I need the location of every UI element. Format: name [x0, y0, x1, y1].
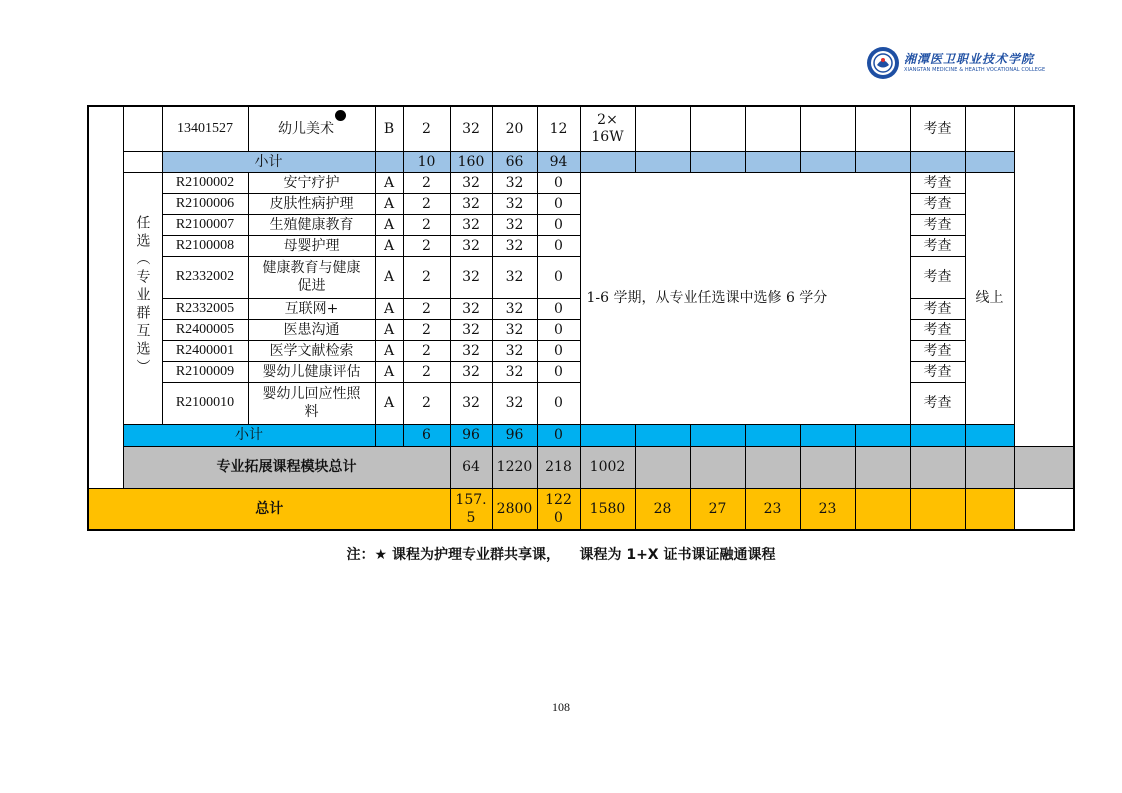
- course-hours: 32: [450, 382, 492, 424]
- course-code: R2100008: [162, 235, 248, 256]
- course-credit: 2: [403, 193, 450, 214]
- elective-group-text: 任选（专业群互选）: [134, 214, 151, 377]
- course-credit: 2: [403, 172, 450, 193]
- assessment-cell: 考查: [910, 361, 965, 382]
- grand-total-sem3: 23: [745, 488, 800, 530]
- course-practice: 0: [537, 235, 580, 256]
- semester-1-cell: 2× 16W: [580, 106, 635, 151]
- course-name: 健康教育与健康促进: [248, 256, 375, 298]
- course-name: 互联网+: [248, 298, 375, 319]
- module-total-credit: 64: [450, 446, 492, 488]
- assessment-cell: 考查: [910, 256, 965, 298]
- subtotal-remark: [965, 151, 1014, 172]
- subtotal-hours: 96: [450, 424, 492, 446]
- course-theory: 32: [492, 319, 537, 340]
- course-type: A: [375, 361, 403, 382]
- course-practice: 0: [537, 172, 580, 193]
- course-type: A: [375, 340, 403, 361]
- subtotal-remark: [965, 424, 1014, 446]
- course-code: R2100007: [162, 214, 248, 235]
- subtotal-row: [88, 151, 1074, 172]
- grand-total-practice: 1580: [580, 488, 635, 530]
- elective-remark: 线上: [965, 172, 1014, 424]
- course-type: B: [375, 106, 403, 151]
- module-total-theory: 218: [537, 446, 580, 488]
- subtotal-theory: 96: [492, 424, 537, 446]
- course-hours: 32: [450, 256, 492, 298]
- course-theory: 32: [492, 382, 537, 424]
- college-seal-icon: [866, 46, 900, 80]
- module-total-practice: 1002: [580, 446, 635, 488]
- course-credit: 2: [403, 340, 450, 361]
- college-name-cn: 湘潭医卫职业技术学院: [904, 52, 1035, 66]
- subtotal-practice: 0: [537, 424, 580, 446]
- course-theory: 32: [492, 193, 537, 214]
- course-practice: 12: [537, 106, 580, 151]
- course-row: [88, 106, 1074, 151]
- module-total-sem3: [745, 446, 800, 488]
- course-hours: 32: [450, 361, 492, 382]
- course-code: R2100010: [162, 382, 248, 424]
- subtotal-sem6: [855, 424, 910, 446]
- course-theory: 32: [492, 361, 537, 382]
- subtotal-sem4: [745, 151, 800, 172]
- course-practice: 0: [537, 256, 580, 298]
- subtotal-blank: [123, 151, 162, 172]
- course-code: R2100009: [162, 361, 248, 382]
- remark-cell: [965, 106, 1014, 151]
- module-total-hours: 1220: [492, 446, 537, 488]
- course-practice: 0: [537, 319, 580, 340]
- course-credit: 2: [403, 106, 450, 151]
- course-theory: 32: [492, 340, 537, 361]
- subtotal-credit: 10: [403, 151, 450, 172]
- subtotal-sem4: [745, 424, 800, 446]
- subtotal-sem5: [800, 151, 855, 172]
- subtotal-theory: 66: [492, 151, 537, 172]
- course-credit: 2: [403, 382, 450, 424]
- course-code: R2400001: [162, 340, 248, 361]
- assessment-cell: 考查: [910, 235, 965, 256]
- category-cell: [88, 106, 123, 488]
- grand-total-theory: 1220: [537, 488, 580, 530]
- module-total-sem2: [690, 446, 745, 488]
- course-hours: 32: [450, 319, 492, 340]
- course-theory: 32: [492, 235, 537, 256]
- course-theory: 32: [492, 214, 537, 235]
- semester-5-cell: [800, 106, 855, 151]
- semester-2-cell: [635, 106, 690, 151]
- module-total-sem1: [635, 446, 690, 488]
- course-name: 生殖健康教育: [248, 214, 375, 235]
- assessment-cell: 考查: [910, 340, 965, 361]
- semester-6-cell: [855, 106, 910, 151]
- course-name-text: 幼儿美术: [278, 120, 334, 137]
- course-type: A: [375, 319, 403, 340]
- course-name: 婴幼儿回应性照料: [248, 382, 375, 424]
- grand-total-label: 总计: [88, 488, 450, 530]
- course-code: R2400005: [162, 319, 248, 340]
- course-name: 婴幼儿健康评估: [248, 361, 375, 382]
- course-type: A: [375, 235, 403, 256]
- grand-total-sem2: 27: [690, 488, 745, 530]
- grand-total-assess: [965, 488, 1014, 530]
- module-total-sem4: [800, 446, 855, 488]
- assessment-cell: 考查: [910, 298, 965, 319]
- subtotal-sem3: [690, 151, 745, 172]
- assessment-cell: 考查: [910, 193, 965, 214]
- semester-3-cell: [690, 106, 745, 151]
- course-practice: 0: [537, 361, 580, 382]
- subtotal-credit: 6: [403, 424, 450, 446]
- elective-note: 1-6 学期，从专业任选课中选修 6 学分: [580, 172, 910, 424]
- course-code: R2100002: [162, 172, 248, 193]
- course-name: 母婴护理: [248, 235, 375, 256]
- course-hours: 32: [450, 235, 492, 256]
- subtotal-sem1: [580, 151, 635, 172]
- course-code: R2100006: [162, 193, 248, 214]
- subtotal-type: [375, 424, 403, 446]
- grand-total-row: [88, 488, 1074, 530]
- course-code: R2332002: [162, 256, 248, 298]
- course-theory: 32: [492, 172, 537, 193]
- subtotal-label: 小计: [123, 424, 375, 446]
- course-name: [248, 106, 375, 151]
- assessment-cell: 考查: [910, 214, 965, 235]
- course-credit: 2: [403, 214, 450, 235]
- grand-total-sem5: [855, 488, 910, 530]
- course-theory: 32: [492, 256, 537, 298]
- subtotal-assess: [910, 424, 965, 446]
- course-practice: 0: [537, 193, 580, 214]
- subtotal-practice: 94: [537, 151, 580, 172]
- grand-total-sem4: 23: [800, 488, 855, 530]
- assessment-cell: 考查: [910, 172, 965, 193]
- course-theory: 20: [492, 106, 537, 151]
- grand-total-sem1: 28: [635, 488, 690, 530]
- subtotal-row: [88, 424, 1074, 446]
- grand-total-credit: 157.5: [450, 488, 492, 530]
- module-total-remark: [1014, 446, 1074, 488]
- course-hours: 32: [450, 106, 492, 151]
- subtotal-sem2: [635, 151, 690, 172]
- module-total-assess: [965, 446, 1014, 488]
- course-type: A: [375, 298, 403, 319]
- course-type: A: [375, 172, 403, 193]
- course-hours: 32: [450, 340, 492, 361]
- grand-total-hours: 2800: [492, 488, 537, 530]
- subtotal-label: 小计: [162, 151, 375, 172]
- course-type: A: [375, 214, 403, 235]
- subtotal-sem5: [800, 424, 855, 446]
- subtotal-sem3: [690, 424, 745, 446]
- shared-course-dot-icon: [335, 110, 346, 121]
- course-name: 医学文献检索: [248, 340, 375, 361]
- course-credit: 2: [403, 319, 450, 340]
- subtotal-sem2: [635, 424, 690, 446]
- course-credit: 2: [403, 256, 450, 298]
- course-type: A: [375, 193, 403, 214]
- course-type: A: [375, 382, 403, 424]
- course-credit: 2: [403, 235, 450, 256]
- course-practice: 0: [537, 382, 580, 424]
- course-hours: 32: [450, 193, 492, 214]
- subtotal-sem1: [580, 424, 635, 446]
- elective-row: [88, 172, 1074, 193]
- module-total-sem5: [855, 446, 910, 488]
- course-practice: 0: [537, 214, 580, 235]
- module-total-row: [88, 446, 1074, 488]
- footnote: 注：★ 课程为护理专业群共享课， 课程为 1+X 证书课证融通课程: [346, 547, 776, 563]
- curriculum-table: [87, 105, 1075, 531]
- elective-group-label: [123, 172, 162, 424]
- course-theory: 32: [492, 298, 537, 319]
- subtotal-type: [375, 151, 403, 172]
- course-hours: 32: [450, 298, 492, 319]
- module-total-sem6: [910, 446, 965, 488]
- college-name-en: XIANGTAN MEDICINE & HEALTH VOCATIONAL COLLEGE: [904, 67, 1046, 73]
- course-credit: 2: [403, 361, 450, 382]
- assessment-cell: 考查: [910, 106, 965, 151]
- course-practice: 0: [537, 340, 580, 361]
- assessment-cell: 考查: [910, 382, 965, 424]
- assessment-cell: 考查: [910, 319, 965, 340]
- course-type: A: [375, 256, 403, 298]
- course-code: 13401527: [162, 106, 248, 151]
- grand-total-sem6: [910, 488, 965, 530]
- subtotal-hours: 160: [450, 151, 492, 172]
- college-logo: [866, 46, 1046, 82]
- module-total-label: 专业拓展课程模块总计: [123, 446, 450, 488]
- subcategory-cell: [123, 106, 162, 151]
- course-name: 皮肤性病护理: [248, 193, 375, 214]
- page-number: 108: [552, 700, 570, 714]
- course-code: R2332005: [162, 298, 248, 319]
- course-credit: 2: [403, 298, 450, 319]
- course-hours: 32: [450, 214, 492, 235]
- course-name: 安宁疗护: [248, 172, 375, 193]
- subtotal-assess: [910, 151, 965, 172]
- semester-4-cell: [745, 106, 800, 151]
- subtotal-sem6: [855, 151, 910, 172]
- course-practice: 0: [537, 298, 580, 319]
- course-name: 医患沟通: [248, 319, 375, 340]
- course-hours: 32: [450, 172, 492, 193]
